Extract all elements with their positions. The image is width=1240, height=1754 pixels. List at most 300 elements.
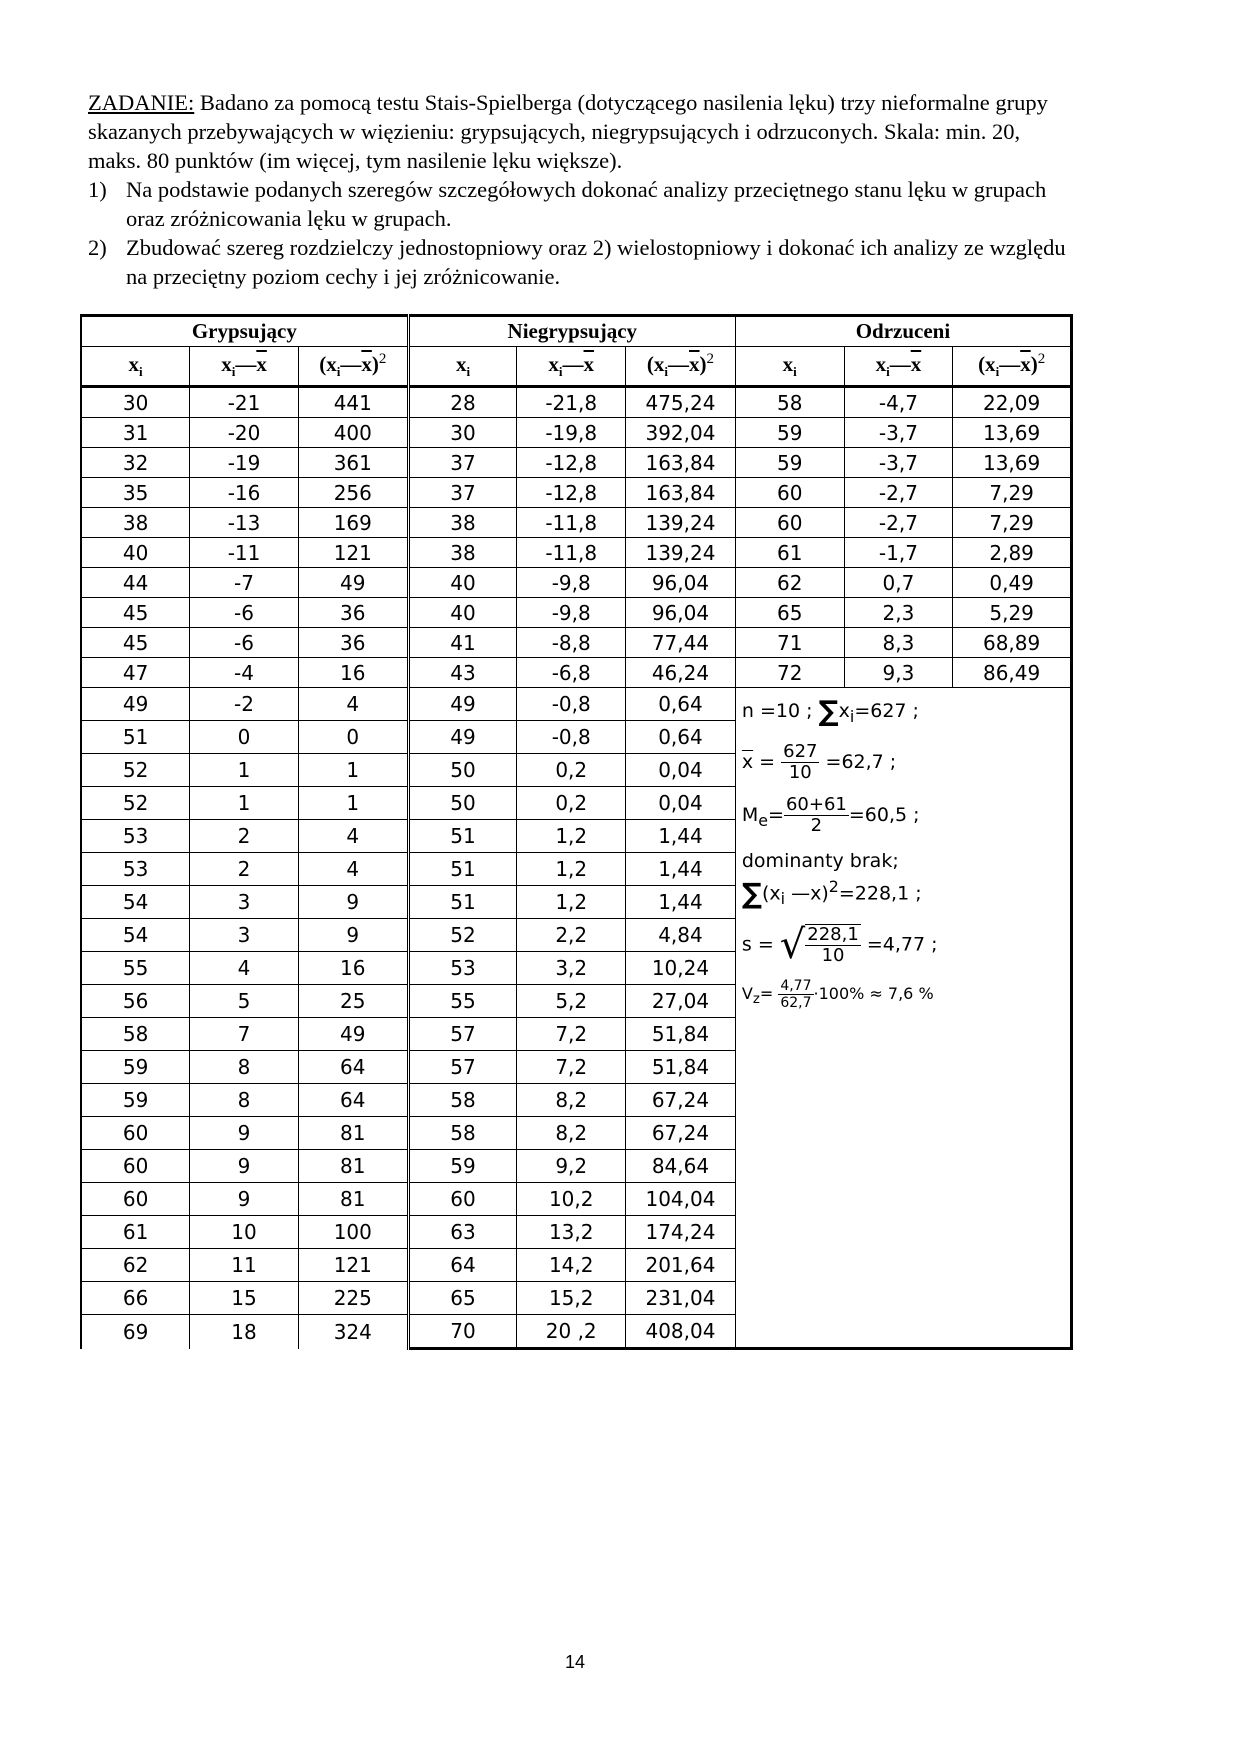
niegrypsujacy-cell: 201,64 (626, 1249, 736, 1282)
grypsujacy-cell: 4 (298, 688, 408, 721)
col-header-minus: — (562, 351, 584, 376)
grypsujacy-cell: 35 (81, 478, 190, 508)
niegrypsujacy-cell: -21,8 (517, 387, 626, 418)
niegrypsujacy-cell: 49 (408, 721, 517, 754)
niegrypsujacy-cell: 1,44 (626, 886, 736, 919)
grypsujacy-cell: -21 (190, 387, 299, 418)
grypsujacy-cell: 225 (298, 1282, 408, 1315)
grypsujacy-cell: 49 (298, 1018, 408, 1051)
summary-variation: $V_z=$ $\frac{4,77}{62,7}$ ·100% ≈ 7,6 % (741, 977, 934, 1011)
niegrypsujacy-cell: 0,2 (517, 754, 626, 787)
niegrypsujacy-cell: 7,2 (517, 1018, 626, 1051)
group-header-row (81, 316, 1072, 347)
col-header-sub: i (558, 364, 563, 380)
niegrypsujacy-cell: 51 (408, 886, 517, 919)
grypsujacy-cell: 64 (298, 1084, 408, 1117)
grypsujacy-cell: 52 (81, 754, 190, 787)
col-header-deviation-odrzuceni (844, 347, 953, 387)
grypsujacy-cell: -6 (190, 628, 299, 658)
grypsujacy-cell: 7 (190, 1018, 299, 1051)
grypsujacy-cell: 64 (298, 1051, 408, 1084)
grypsujacy-cell: 60 (81, 1183, 190, 1216)
niegrypsujacy-cell: 43 (408, 658, 517, 688)
grypsujacy-cell: 8 (190, 1084, 299, 1117)
grypsujacy-cell: 58 (81, 1018, 190, 1051)
summary-sum-x: $x_i=627$ ; (838, 700, 919, 726)
grypsujacy-cell: 45 (81, 628, 190, 658)
col-header-mean: $\overline{x}$ (256, 351, 267, 376)
grypsujacy-cell: 10 (190, 1216, 299, 1249)
col-header-xi-niegrypsujacy (408, 347, 517, 387)
grypsujacy-cell: 100 (298, 1216, 408, 1249)
niegrypsujacy-cell: 40 (408, 598, 517, 628)
grypsujacy-cell: 2 (190, 820, 299, 853)
task-item-text: Na podstawie podanych szeregów szczegółowych dokonać analizy przeciętnego stanu lęku w grupach oraz zróżnicowania lęku w grupach. (126, 177, 1047, 231)
col-header-x: x (221, 351, 232, 376)
odrzuceni-cell: -3,7 (844, 418, 953, 448)
niegrypsujacy-cell: 139,24 (626, 538, 736, 568)
grypsujacy-cell: 121 (298, 538, 408, 568)
col-header-open: (x (978, 352, 996, 377)
col-header-sub: i (793, 364, 797, 380)
odrzuceni-cell: 22,09 (953, 387, 1072, 418)
odrzuceni-cell: -2,7 (844, 508, 953, 538)
niegrypsujacy-cell: 67,24 (626, 1117, 736, 1150)
grypsujacy-cell: 55 (81, 952, 190, 985)
niegrypsujacy-cell: 51 (408, 820, 517, 853)
grypsujacy-cell: 25 (298, 985, 408, 1018)
task-paragraph (88, 88, 1078, 175)
grypsujacy-cell: 54 (81, 886, 190, 919)
group-header-niegrypsujacy: Niegrypsujący (408, 316, 735, 347)
odrzuceni-cell: -2,7 (844, 478, 953, 508)
col-header-mean: $\overline{x}$ (361, 352, 372, 377)
odrzuceni-cell: 13,69 (953, 418, 1072, 448)
col-header-minus: — (340, 352, 362, 377)
std-fraction: $\frac{228,1}{10}$ (807, 923, 859, 966)
col-header-xi-grypsujacy (81, 347, 190, 387)
mean-fraction: $\frac{627}{10}$ (783, 740, 818, 783)
niegrypsujacy-cell: 8,2 (517, 1084, 626, 1117)
niegrypsujacy-cell: 104,04 (626, 1183, 736, 1216)
niegrypsujacy-cell: 3,2 (517, 952, 626, 985)
col-header-close: ) (699, 352, 707, 377)
odrzuceni-cell: 72 (735, 658, 844, 688)
col-header-minus: — (668, 352, 690, 377)
odrzuceni-cell: -4,7 (844, 387, 953, 418)
odrzuceni-cell: 9,3 (844, 658, 953, 688)
grypsujacy-cell: 16 (298, 658, 408, 688)
grypsujacy-cell: -4 (190, 658, 299, 688)
odrzuceni-cell: 0,7 (844, 568, 953, 598)
table-row (81, 478, 1072, 508)
niegrypsujacy-cell: 60 (408, 1183, 517, 1216)
grypsujacy-cell: 1 (298, 754, 408, 787)
grypsujacy-cell: 2 (190, 853, 299, 886)
grypsujacy-cell: 51 (81, 721, 190, 754)
niegrypsujacy-cell: 5,2 (517, 985, 626, 1018)
grypsujacy-cell: 121 (298, 1249, 408, 1282)
niegrypsujacy-cell: 0,64 (626, 688, 736, 721)
grypsujacy-cell: -13 (190, 508, 299, 538)
task-item-text: Zbudować szereg rozdzielczy jednostopniowy oraz 2) wielostopniowy i dokonać ich analizy ze względu na przeciętny poziom cechy i jej zróżnicowanie. (126, 235, 1066, 289)
grypsujacy-cell: -16 (190, 478, 299, 508)
grypsujacy-cell: 38 (81, 508, 190, 538)
variation-fraction: $\frac{4,77}{62,7}$ (780, 977, 812, 1011)
grypsujacy-cell: 1 (190, 787, 299, 820)
niegrypsujacy-cell: 49 (408, 688, 517, 721)
niegrypsujacy-cell: 96,04 (626, 598, 736, 628)
niegrypsujacy-cell: 77,44 (626, 628, 736, 658)
summary-n: n =10 ; (741, 700, 813, 722)
col-header-x: x (782, 351, 794, 376)
grypsujacy-cell: 4 (190, 952, 299, 985)
grypsujacy-cell: -20 (190, 418, 299, 448)
niegrypsujacy-cell: -8,8 (517, 628, 626, 658)
grypsujacy-cell: 9 (190, 1117, 299, 1150)
col-header-open: (x (319, 352, 337, 377)
niegrypsujacy-cell: 14,2 (517, 1249, 626, 1282)
odrzuceni-cell: 59 (735, 448, 844, 478)
niegrypsujacy-cell: 231,04 (626, 1282, 736, 1315)
odrzuceni-cell: 5,29 (953, 598, 1072, 628)
niegrypsujacy-cell: 96,04 (626, 568, 736, 598)
odrzuceni-cell: 0,49 (953, 568, 1072, 598)
niegrypsujacy-cell: 59 (408, 1150, 517, 1183)
niegrypsujacy-cell: 475,24 (626, 387, 736, 418)
niegrypsujacy-cell: 10,2 (517, 1183, 626, 1216)
grypsujacy-cell: 69 (81, 1315, 190, 1349)
col-header-sub: i (139, 364, 143, 380)
col-header-mean: $\overline{x}$ (689, 352, 700, 377)
niegrypsujacy-cell: 408,04 (626, 1315, 736, 1349)
grypsujacy-cell: 81 (298, 1150, 408, 1183)
grypsujacy-cell: 4 (298, 820, 408, 853)
grypsujacy-cell: 31 (81, 418, 190, 448)
col-header-sub: i (886, 364, 890, 380)
grypsujacy-cell: 62 (81, 1249, 190, 1282)
task-item-number: 1) (88, 177, 107, 202)
grypsujacy-cell: 59 (81, 1084, 190, 1117)
niegrypsujacy-cell: 51,84 (626, 1018, 736, 1051)
niegrypsujacy-cell: -9,8 (517, 568, 626, 598)
grypsujacy-cell: 4 (298, 853, 408, 886)
niegrypsujacy-cell: 0,64 (626, 721, 736, 754)
task-item (88, 233, 1078, 291)
col-header-xi-odrzuceni (735, 347, 844, 387)
niegrypsujacy-cell: 1,44 (626, 820, 736, 853)
median-fraction: $\frac{60+61}{2}$ (785, 793, 847, 836)
col-header-deviation-grypsujacy (190, 347, 299, 387)
col-header-close: ) (371, 352, 379, 377)
grypsujacy-cell: 47 (81, 658, 190, 688)
niegrypsujacy-cell: 28 (408, 387, 517, 418)
niegrypsujacy-cell: -12,8 (517, 478, 626, 508)
niegrypsujacy-cell: 163,84 (626, 448, 736, 478)
table-row (81, 688, 1072, 721)
col-header-sub: i (231, 364, 236, 380)
grypsujacy-cell: 0 (190, 721, 299, 754)
grypsujacy-cell: 30 (81, 387, 190, 418)
grypsujacy-cell: 361 (298, 448, 408, 478)
col-header-minus: — (999, 352, 1021, 377)
niegrypsujacy-cell: 63 (408, 1216, 517, 1249)
page-number: 14 (564, 1652, 586, 1672)
niegrypsujacy-cell: 70 (408, 1315, 517, 1349)
niegrypsujacy-cell: -11,8 (517, 538, 626, 568)
col-header-x: x (548, 351, 559, 376)
niegrypsujacy-cell: 51 (408, 853, 517, 886)
task-item (88, 175, 1078, 233)
col-header-open: (x (646, 352, 665, 377)
col-header-power: 2 (1037, 351, 1046, 368)
group-header-grypsujacy: Grypsujący (81, 316, 408, 347)
col-header-power: 2 (706, 351, 715, 368)
niegrypsujacy-cell: 20 ,2 (517, 1315, 626, 1349)
task-list (88, 175, 1078, 291)
table-row (81, 538, 1072, 568)
niegrypsujacy-cell: 15,2 (517, 1282, 626, 1315)
niegrypsujacy-cell: 1,2 (517, 853, 626, 886)
grypsujacy-cell: -19 (190, 448, 299, 478)
mean-symbol: $\overline{x}$ (741, 750, 754, 773)
niegrypsujacy-cell: 64 (408, 1249, 517, 1282)
grypsujacy-cell: 0 (298, 721, 408, 754)
grypsujacy-cell: 3 (190, 886, 299, 919)
col-header-sub: i (664, 364, 669, 380)
odrzuceni-cell: 8,3 (844, 628, 953, 658)
niegrypsujacy-cell: 65 (408, 1282, 517, 1315)
grypsujacy-cell: 9 (298, 886, 408, 919)
grypsujacy-cell: 66 (81, 1282, 190, 1315)
niegrypsujacy-cell: 53 (408, 952, 517, 985)
odrzuceni-cell: 7,29 (953, 508, 1072, 538)
grypsujacy-cell: 60 (81, 1150, 190, 1183)
odrzuceni-cell: 61 (735, 538, 844, 568)
niegrypsujacy-cell: 52 (408, 919, 517, 952)
grypsujacy-cell: 169 (298, 508, 408, 538)
niegrypsujacy-cell: 58 (408, 1084, 517, 1117)
niegrypsujacy-cell: -6,8 (517, 658, 626, 688)
grypsujacy-cell: -2 (190, 688, 299, 721)
grypsujacy-cell: 400 (298, 418, 408, 448)
grypsujacy-cell: 1 (298, 787, 408, 820)
odrzuceni-cell: 2,89 (953, 538, 1072, 568)
col-header-x: x (128, 351, 140, 376)
grypsujacy-cell: 16 (298, 952, 408, 985)
grypsujacy-cell: 60 (81, 1117, 190, 1150)
niegrypsujacy-cell: 57 (408, 1018, 517, 1051)
table-row (81, 658, 1072, 688)
group-header-odrzuceni: Odrzuceni (735, 316, 1071, 347)
sqrt-icon: √ (779, 921, 806, 968)
grypsujacy-cell: 40 (81, 538, 190, 568)
col-header-close: ) (1030, 352, 1038, 377)
odrzuceni-cell: 60 (735, 508, 844, 538)
grypsujacy-cell: 54 (81, 919, 190, 952)
col-header-x: x (455, 351, 467, 376)
table-row (81, 448, 1072, 478)
niegrypsujacy-cell: 67,24 (626, 1084, 736, 1117)
column-header-row (81, 347, 1072, 387)
grypsujacy-cell: 32 (81, 448, 190, 478)
niegrypsujacy-cell: 0,04 (626, 787, 736, 820)
odrzuceni-cell: 62 (735, 568, 844, 598)
grypsujacy-cell: 15 (190, 1282, 299, 1315)
sum-icon: ∑ (741, 876, 762, 910)
odrzuceni-cell: -3,7 (844, 448, 953, 478)
grypsujacy-cell: 53 (81, 853, 190, 886)
col-header-x: x (875, 351, 887, 376)
col-header-deviation-niegrypsujacy (517, 347, 626, 387)
odrzuceni-cell: 59 (735, 418, 844, 448)
grypsujacy-cell: -7 (190, 568, 299, 598)
niegrypsujacy-cell: 4,84 (626, 919, 736, 952)
grypsujacy-cell: 9 (190, 1183, 299, 1216)
grypsujacy-cell: -6 (190, 598, 299, 628)
col-header-mean: $\overline{x}$ (1020, 352, 1031, 377)
niegrypsujacy-cell: 58 (408, 1117, 517, 1150)
niegrypsujacy-cell: 50 (408, 754, 517, 787)
col-header-minus: — (889, 351, 911, 376)
table-row (81, 508, 1072, 538)
col-header-sub: i (995, 364, 1000, 380)
niegrypsujacy-cell: 50 (408, 787, 517, 820)
table-row (81, 387, 1072, 418)
niegrypsujacy-cell: 2,2 (517, 919, 626, 952)
grypsujacy-cell: 3 (190, 919, 299, 952)
niegrypsujacy-cell: 9,2 (517, 1150, 626, 1183)
niegrypsujacy-cell: 40 (408, 568, 517, 598)
table-row (81, 628, 1072, 658)
task-description (88, 88, 1078, 291)
grypsujacy-cell: 36 (298, 598, 408, 628)
col-header-minus: — (235, 351, 257, 376)
data-table (80, 314, 1073, 1350)
niegrypsujacy-cell: -19,8 (517, 418, 626, 448)
grypsujacy-cell: 11 (190, 1249, 299, 1282)
summary-std-dev: s = √ $\frac{228,1}{10}$ =4,77 ; (741, 921, 938, 968)
grypsujacy-cell: 44 (81, 568, 190, 598)
grypsujacy-cell: 5 (190, 985, 299, 1018)
niegrypsujacy-cell: 46,24 (626, 658, 736, 688)
summary-n-sum (741, 694, 1066, 730)
col-header-squared-grypsujacy (298, 347, 408, 387)
niegrypsujacy-cell: -9,8 (517, 598, 626, 628)
summary-median: $M_e=$ $\frac{60+61}{2}$ =60,5 ; (741, 793, 920, 836)
grypsujacy-cell: 8 (190, 1051, 299, 1084)
summary-dominant: dominanty brak; (741, 849, 899, 872)
task-text: Badano za pomocą testu Stais-Spielberga (dotyczącego nasilenia lęku) trzy nieformalne grupy skazanych przebywających w więzieniu: grypsujących, niegrypsujących i odrzuconych. Skala: min. 20, maks. 80 punktów (im więcej, tym nasilenie lęku większe). (88, 90, 1048, 173)
odrzuceni-cell: 68,89 (953, 628, 1072, 658)
niegrypsujacy-cell: 8,2 (517, 1117, 626, 1150)
summary-mean: $\overline{x}$ = $\frac{627}{10}$ =62,7 ; (741, 740, 897, 783)
col-header-power: 2 (378, 351, 387, 368)
odrzuceni-cell: 71 (735, 628, 844, 658)
grypsujacy-cell: 9 (190, 1150, 299, 1183)
niegrypsujacy-cell: 392,04 (626, 418, 736, 448)
grypsujacy-cell: 59 (81, 1051, 190, 1084)
grypsujacy-cell: 441 (298, 387, 408, 418)
summary-sum-squares: $\sum(x_i$ —x)$^2$=228,1 ; (741, 876, 922, 910)
odrzuceni-cell: 86,49 (953, 658, 1072, 688)
table-row (81, 418, 1072, 448)
niegrypsujacy-cell: 163,84 (626, 478, 736, 508)
odrzuceni-cell: -1,7 (844, 538, 953, 568)
col-header-mean: $\overline{x}$ (910, 351, 922, 376)
niegrypsujacy-cell: 13,2 (517, 1216, 626, 1249)
niegrypsujacy-cell: 51,84 (626, 1051, 736, 1084)
niegrypsujacy-cell: 0,04 (626, 754, 736, 787)
niegrypsujacy-cell: 30 (408, 418, 517, 448)
task-label: ZADANIE: (88, 90, 195, 115)
grypsujacy-cell: 45 (81, 598, 190, 628)
grypsujacy-cell: 81 (298, 1183, 408, 1216)
grypsujacy-cell: 53 (81, 820, 190, 853)
col-header-squared-niegrypsujacy (626, 347, 736, 387)
sum-icon: ∑ (818, 694, 839, 728)
odrzuceni-cell: 2,3 (844, 598, 953, 628)
niegrypsujacy-cell: 84,64 (626, 1150, 736, 1183)
niegrypsujacy-cell: 10,24 (626, 952, 736, 985)
odrzuceni-cell: 65 (735, 598, 844, 628)
niegrypsujacy-cell: 37 (408, 478, 517, 508)
col-header-sub: i (466, 364, 471, 380)
col-header-squared-odrzuceni (953, 347, 1072, 387)
niegrypsujacy-cell: -0,8 (517, 688, 626, 721)
niegrypsujacy-cell: 1,2 (517, 886, 626, 919)
table-row (81, 568, 1072, 598)
niegrypsujacy-cell: 1,44 (626, 853, 736, 886)
niegrypsujacy-cell: 27,04 (626, 985, 736, 1018)
statistics-summary (735, 688, 1071, 1349)
grypsujacy-cell: 256 (298, 478, 408, 508)
odrzuceni-cell: 58 (735, 387, 844, 418)
col-header-mean: $\overline{x}$ (583, 351, 595, 376)
niegrypsujacy-cell: -0,8 (517, 721, 626, 754)
niegrypsujacy-cell: 1,2 (517, 820, 626, 853)
niegrypsujacy-cell: 57 (408, 1051, 517, 1084)
niegrypsujacy-cell: 38 (408, 508, 517, 538)
niegrypsujacy-cell: 174,24 (626, 1216, 736, 1249)
table-row (81, 598, 1072, 628)
niegrypsujacy-cell: 41 (408, 628, 517, 658)
grypsujacy-cell: 56 (81, 985, 190, 1018)
grypsujacy-cell: -11 (190, 538, 299, 568)
grypsujacy-cell: 1 (190, 754, 299, 787)
niegrypsujacy-cell: 37 (408, 448, 517, 478)
grypsujacy-cell: 36 (298, 628, 408, 658)
grypsujacy-cell: 324 (298, 1315, 408, 1349)
niegrypsujacy-cell: 38 (408, 538, 517, 568)
grypsujacy-cell: 9 (298, 919, 408, 952)
grypsujacy-cell: 49 (81, 688, 190, 721)
niegrypsujacy-cell: 7,2 (517, 1051, 626, 1084)
odrzuceni-cell: 7,29 (953, 478, 1072, 508)
grypsujacy-cell: 49 (298, 568, 408, 598)
niegrypsujacy-cell: 139,24 (626, 508, 736, 538)
table-body (81, 387, 1072, 1349)
odrzuceni-cell: 13,69 (953, 448, 1072, 478)
col-header-sub: i (336, 364, 341, 380)
grypsujacy-cell: 18 (190, 1315, 299, 1349)
grypsujacy-cell: 52 (81, 787, 190, 820)
niegrypsujacy-cell: 0,2 (517, 787, 626, 820)
odrzuceni-cell: 60 (735, 478, 844, 508)
niegrypsujacy-cell: -11,8 (517, 508, 626, 538)
grypsujacy-cell: 81 (298, 1117, 408, 1150)
grypsujacy-cell: 61 (81, 1216, 190, 1249)
